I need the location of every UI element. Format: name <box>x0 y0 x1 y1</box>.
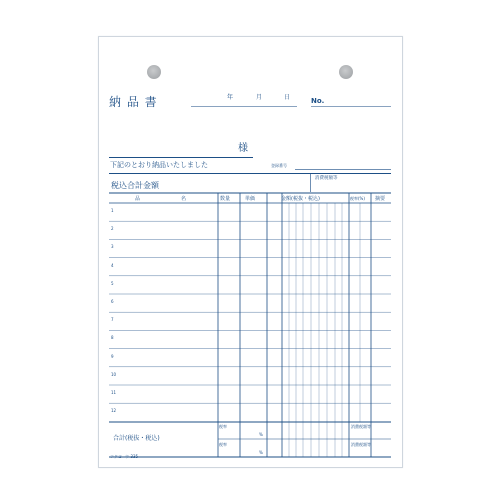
row-number: 10 <box>111 371 117 377</box>
number-label: No. <box>311 97 325 105</box>
row-number: 6 <box>111 299 114 304</box>
row-number: 1 <box>111 208 114 213</box>
col-item-label: 品 <box>135 196 141 202</box>
tax-rate-label-2: 税率 <box>219 442 227 447</box>
col-unit-price-label: 単価 <box>245 196 256 202</box>
intro-text: 下記のとおり納品いたしました <box>110 161 208 169</box>
row-number: 4 <box>111 262 114 268</box>
registration-label: 登録番号 <box>271 163 287 168</box>
percent-label-1: % <box>259 432 263 437</box>
row-number: 7 <box>111 317 114 323</box>
consumption-tax-label-2: 消費税額等 <box>351 442 371 447</box>
footer-total-label: 合計(税抜・税込) <box>113 435 160 442</box>
day-label: 日 <box>284 94 291 101</box>
percent-label-2: % <box>259 450 263 455</box>
row-number: 11 <box>111 390 117 395</box>
row-number: 8 <box>111 335 114 341</box>
brand-label: コクヨ <box>110 454 122 459</box>
row-number: 3 <box>111 244 114 250</box>
col-tax-rate-label: 税率(%) <box>350 196 365 201</box>
delivery-slip-sheet <box>98 36 403 468</box>
row-number: 9 <box>111 353 114 359</box>
month-label: 月 <box>256 94 263 101</box>
row-number: 5 <box>111 280 114 286</box>
honorific-sama: 様 <box>238 143 248 154</box>
col-item-label-2: 名 <box>181 196 187 202</box>
year-label: 年 <box>227 94 234 101</box>
row-number: 12 <box>111 408 117 414</box>
col-quantity-label: 数量 <box>220 196 231 202</box>
product-code: ウ-335 <box>125 454 139 459</box>
tax-included-total-label: 税込合計金額 <box>111 181 159 190</box>
consumption-tax-label-1: 消費税額等 <box>351 424 371 429</box>
tax-rate-label-1: 税率 <box>219 424 227 429</box>
tax-amount-label: 消費税額等 <box>315 176 338 181</box>
col-amount-label: 金額(税抜・税込) <box>281 196 320 202</box>
item-table-grid <box>99 37 402 467</box>
slip-title: 納 品 書 <box>109 95 158 109</box>
row-number: 2 <box>111 226 114 232</box>
col-remarks-label: 摘要 <box>375 196 386 202</box>
